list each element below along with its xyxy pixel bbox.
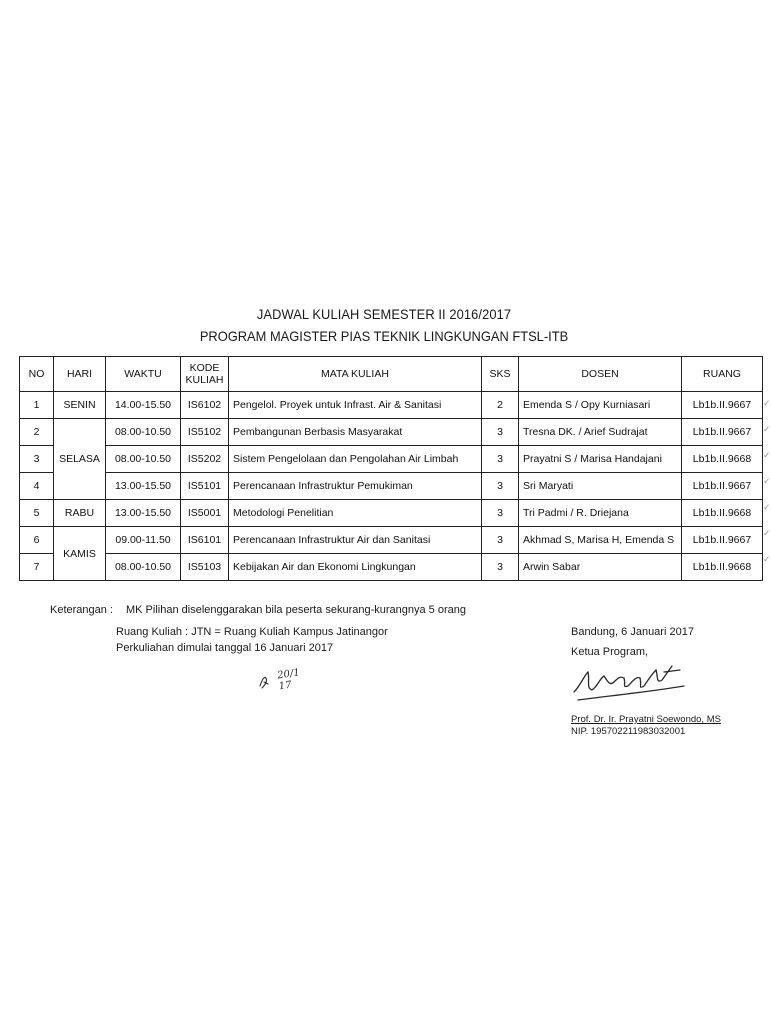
cell-no: 3 (20, 446, 54, 473)
table-row (20, 473, 763, 500)
cell-ruang: Lb1b.II.9667 (682, 392, 763, 419)
cell-waktu: 13.00-15.50 (106, 500, 181, 527)
cell-kode: IS5202 (181, 446, 229, 473)
cell-mata-kuliah: Metodologi Penelitian (229, 500, 482, 527)
handwritten-date: 20/1 17 (276, 667, 301, 693)
cell-mata-kuliah: Sistem Pengelolaan dan Pengolahan Air Limbah (229, 446, 482, 473)
cell-waktu: 08.00-10.50 (106, 446, 181, 473)
notes-line-room: Ruang Kuliah : JTN = Ruang Kuliah Kampus Jatinangor (116, 626, 388, 638)
signatory-name: Prof. Dr. Ir. Prayatni Soewondo, MS (571, 714, 721, 725)
cell-waktu: 08.00-10.50 (106, 419, 181, 446)
check-mark-icon: ✓ (763, 398, 771, 408)
cell-dosen: Emenda S / Opy Kurniasari (519, 392, 682, 419)
check-mark-icon: ✓ (763, 502, 771, 512)
cell-no: 7 (20, 554, 54, 581)
signatory-nip: NIP. 195702211983032001 (571, 726, 686, 737)
cell-waktu: 08.00-10.50 (106, 554, 181, 581)
handwritten-note (258, 666, 314, 697)
col-header-kode (181, 357, 229, 392)
cell-sks: 2 (482, 392, 519, 419)
table-row (20, 500, 763, 527)
cell-waktu: 13.00-15.50 (106, 473, 181, 500)
cell-no: 4 (20, 473, 54, 500)
col-header-kode-line2: KULIAH (185, 374, 224, 386)
col-header-ruang: RUANG (682, 357, 763, 392)
notes-label: Keterangan : (50, 604, 113, 616)
check-mark-icon: ✓ (763, 450, 771, 460)
col-header-mata-kuliah: MATA KULIAH (229, 357, 482, 392)
cell-sks: 3 (482, 527, 519, 554)
check-mark-icon: ✓ (763, 476, 771, 486)
cell-hari: KAMIS (54, 527, 106, 581)
cell-sks: 3 (482, 446, 519, 473)
cell-no: 1 (20, 392, 54, 419)
col-header-no: NO (20, 357, 54, 392)
notes-line-elective: MK Pilihan diselenggarakan bila peserta sekurang-kurangnya 5 orang (126, 604, 466, 616)
cell-no: 5 (20, 500, 54, 527)
cell-dosen: Akhmad S, Marisa H, Emenda S (519, 527, 682, 554)
cell-sks: 3 (482, 500, 519, 527)
col-header-waktu: WAKTU (106, 357, 181, 392)
cell-mata-kuliah: Perencanaan Infrastruktur Air dan Sanitasi (229, 527, 482, 554)
notes-line-start-date: Perkuliahan dimulai tanggal 16 Januari 2017 (116, 642, 334, 654)
check-mark-icon: ✓ (763, 424, 771, 434)
cell-mata-kuliah: Perencanaan Infrastruktur Pemukiman (229, 473, 482, 500)
program-title: PROGRAM MAGISTER PIAS TEKNIK LINGKUNGAN FTSL-ITB (199, 328, 569, 344)
cell-dosen: Tresna DK. / Arief Sudrajat (519, 419, 682, 446)
schedule-title: JADWAL KULIAH SEMESTER II 2016/2017 (256, 306, 512, 322)
cell-waktu: 09.00-11.50 (106, 527, 181, 554)
cell-ruang: Lb1b.II.9668 (682, 446, 763, 473)
cell-kode: IS6101 (181, 527, 229, 554)
cell-dosen: Sri Maryati (519, 473, 682, 500)
cell-kode: IS5102 (181, 419, 229, 446)
col-header-hari: HARI (54, 357, 106, 392)
cell-kode: IS5001 (181, 500, 229, 527)
cell-ruang: Lb1b.II.9667 (682, 473, 763, 500)
cell-ruang: Lb1b.II.9668 (682, 500, 763, 527)
cell-mata-kuliah: Pembangunan Berbasis Masyarakat (229, 419, 482, 446)
cell-kode: IS5101 (181, 473, 229, 500)
table-row (20, 392, 763, 419)
cell-sks: 3 (482, 473, 519, 500)
cell-dosen: Tri Padmi / R. Driejana (519, 500, 682, 527)
col-header-dosen: DOSEN (519, 357, 682, 392)
cell-ruang: Lb1b.II.9668 (682, 554, 763, 581)
table-row (20, 527, 763, 554)
col-header-kode-line1: KODE (189, 362, 220, 374)
table-row (20, 446, 763, 473)
cell-dosen: Prayatni S / Marisa Handajani (519, 446, 682, 473)
table-header-row (20, 357, 763, 392)
cell-kode: IS6102 (181, 392, 229, 419)
cell-no: 6 (20, 527, 54, 554)
signature-role: Ketua Program, (571, 646, 649, 658)
cell-dosen: Arwin Sabar (519, 554, 682, 581)
cell-hari: SENIN (54, 392, 106, 419)
cell-ruang: Lb1b.II.9667 (682, 527, 763, 554)
cell-hari: RABU (54, 500, 106, 527)
cell-waktu: 14.00-15.50 (106, 392, 181, 419)
check-mark-icon: ✓ (763, 554, 771, 564)
check-mark-icon: ✓ (763, 528, 771, 538)
cell-mata-kuliah: Kebijakan Air dan Ekonomi Lingkungan (229, 554, 482, 581)
cell-ruang: Lb1b.II.9667 (682, 419, 763, 446)
cell-no: 2 (20, 419, 54, 446)
col-header-sks: SKS (482, 357, 519, 392)
table-row (20, 554, 763, 581)
cell-mata-kuliah: Pengelol. Proyek untuk Infrast. Air & Sanitasi (229, 392, 482, 419)
cell-kode: IS5103 (181, 554, 229, 581)
cell-hari: SELASA (54, 419, 106, 500)
handwritten-signature-icon (568, 656, 688, 704)
schedule-table (19, 356, 763, 581)
cell-sks: 3 (482, 554, 519, 581)
signature-place-date: Bandung, 6 Januari 2017 (571, 626, 694, 638)
cell-sks: 3 (482, 419, 519, 446)
table-row (20, 419, 763, 446)
